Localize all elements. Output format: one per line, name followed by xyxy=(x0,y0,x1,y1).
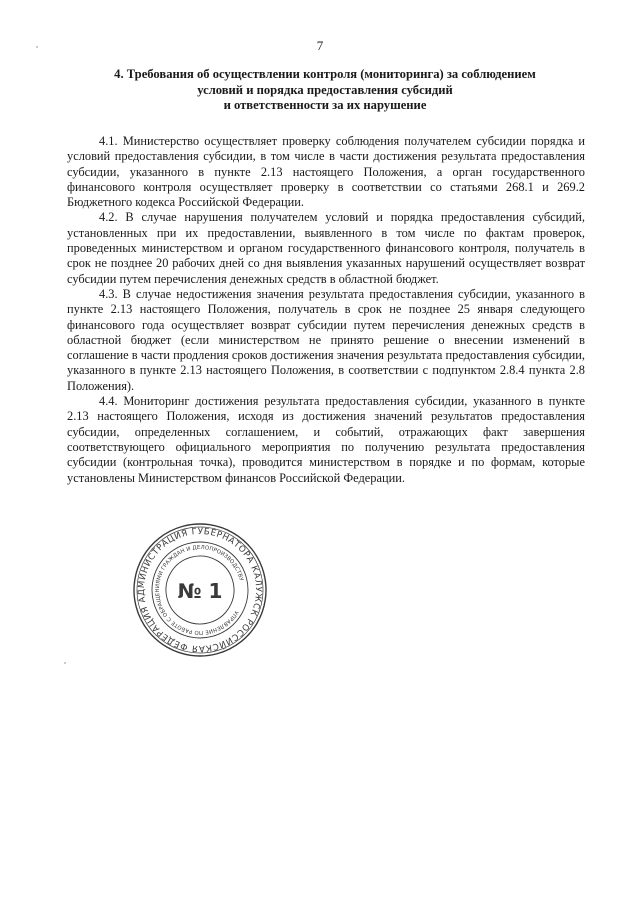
paragraph-4-3: 4.3. В случае недостижения значения результата предоставления субсидии, указанного в пункте 2.13 настоящего Положения, получатель в срок не позднее 25 января следующего финансового года осуществляет возврат субсидии путем перечисления денежных средств в областной бюджет (если министерством не принято решение о внесении изменений в соглашение в части продления сроков достижения значения результата предоставления субсидии, указанного в пункте 2.13 настоящего Положения, в соответствии с подпунктом 2.8.4 пункта 2.8 Положения). xyxy=(67,286,585,393)
document-body xyxy=(67,134,585,486)
scan-speck xyxy=(36,46,38,48)
paragraph-4-2: 4.2. В случае нарушения получателем условий и порядка предоставления субсидий, установленных при их предоставлении, выявленного в том числе по фактам проверок, проведенных министерством и органом государственного финансового контроля, получатель в срок не позднее 20 рабочих дней со дня выявления указанных нарушений осуществляет возврат субсидии путем перечисления денежных средств в областной бюджет. xyxy=(67,210,585,286)
page-number: 7 xyxy=(316,38,324,53)
paragraph-4-4: 4.4. Мониторинг достижения результата предоставления субсидии, указанного в пункте 2.13 настоящего Положения, исходя из достижения значений результатов предоставления субсидии, определенных соглашением, и событий, отражающих факт завершения соответствующего официального мероприятия по получению результата предоставления субсидии (контрольная точка), проводится министерством в порядке и по формам, которые установлены Министерством финансов Российской Федерации. xyxy=(67,394,585,485)
scan-speck xyxy=(64,662,66,664)
heading-line-2: условий и порядка предоставления субсидий xyxy=(197,82,453,97)
seal-number: № 1 xyxy=(177,579,223,603)
paragraph-4-1: 4.1. Министерство осуществляет проверку соблюдения получателем субсидии порядка и условий предоставления субсидии, в том числе в части достижения результата предоставления субсидии, указанного в пункте 2.13 настоящего Положения, а орган государственного финансового контроля осуществляет проверку в соответствии со статьями 268.1 и 269.2 Бюджетного кодекса Российской Федерации. xyxy=(67,134,585,210)
seal-inner-text: УПРАВЛЕНИЕ ПО РАБОТЕ С ОБРАЩЕНИЯМИ ГРАЖДАН И ДЕЛОПРОИЗВОДСТВУ xyxy=(154,544,244,636)
heading-line-3: и ответственности за их нарушение xyxy=(223,98,427,113)
official-seal xyxy=(130,520,270,660)
section-heading xyxy=(95,67,555,114)
seal-outer-text: РОССИЙСКАЯ ФЕДЕРАЦИЯ АДМИНИСТРАЦИЯ ГУБЕРНАТОРА КАЛУЖСКОЙ xyxy=(136,526,264,654)
heading-line-1: 4. Требования об осуществлении контроля (мониторинга) за соблюдением xyxy=(114,67,536,81)
